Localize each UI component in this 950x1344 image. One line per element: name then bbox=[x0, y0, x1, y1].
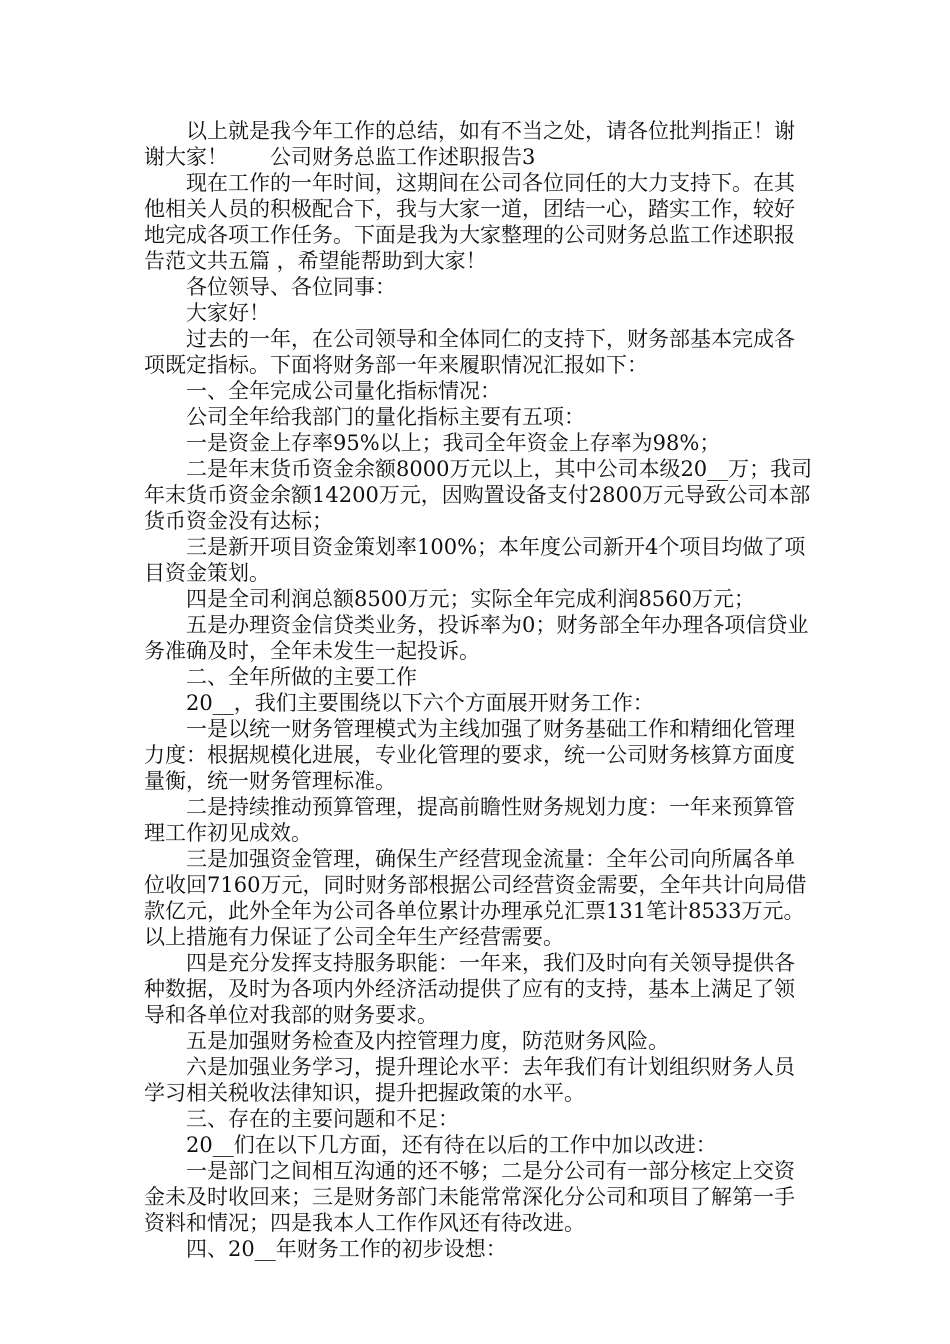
paragraph: 四是充分发挥支持服务职能：一年来，我们及时向有关领导提供各种数据，及时为各项内外经济活动提供了应有的支持，基本上满足了领导和各单位对我部的财务要求。 bbox=[144, 951, 795, 1027]
section-heading: 三、存在的主要问题和不足： bbox=[186, 1107, 459, 1131]
paragraph: 一是以统一财务管理模式为主线加强了财务基础工作和精细化管理力度：根据规模化进展，专业化管理的要求，统一公司财务核算方面度量衡，统一财务管理标准。 bbox=[144, 717, 795, 793]
paragraph: 20__们在以下几方面，还有待在以后的工作中加以改进： bbox=[186, 1133, 717, 1157]
paragraph: 五是加强财务检查及内控管理力度，防范财务风险。 bbox=[186, 1029, 669, 1053]
section-heading: 四、20__年财务工作的初步设想： bbox=[186, 1237, 507, 1261]
paragraph: 20__，我们主要围绕以下六个方面展开财务工作： bbox=[186, 691, 654, 715]
paragraph: 各位领导、各位同事： bbox=[186, 275, 396, 299]
paragraph: 一是资金上存率95%以上；我司全年资金上存率为98%； bbox=[186, 431, 721, 455]
report-title: 公司财务总监工作述职报告3 bbox=[270, 145, 536, 169]
paragraph: 公司全年给我部门的量化指标主要有五项： bbox=[186, 405, 585, 429]
paragraph-text: 以上就是我今年工作的总结，如有不当之处，请各位批判指正！谢谢大家！ bbox=[144, 119, 795, 169]
paragraph: 二是持续推动预算管理，提高前瞻性财务规划力度：一年来预算管理工作初见成效。 bbox=[144, 795, 795, 845]
paragraph: 大家好！ bbox=[186, 301, 270, 325]
paragraph: 三是加强资金管理，确保生产经营现金流量：全年公司向所属各单位收回7160万元，同时财务部根据公司经营资金需要，全年共计向局借款亿元，此外全年为公司各单位累计办理承兑汇票131笔计8533万元。以上措施有力保证了公司全年生产经营需要。 bbox=[144, 847, 807, 949]
paragraph: 六是加强业务学习，提升理论水平：去年我们有计划组织财务人员学习相关税收法律知识，提升把握政策的水平。 bbox=[144, 1055, 795, 1105]
paragraph: 过去的一年，在公司领导和全体同仁的支持下，财务部基本完成各项既定指标。下面将财务部一年来履职情况汇报如下： bbox=[144, 327, 795, 377]
paragraph bbox=[144, 118, 814, 170]
paragraph: 三是新开项目资金策划率100%；本年度公司新开4个项目均做了项目资金策划。 bbox=[144, 535, 806, 585]
paragraph: 五是办理资金信贷类业务，投诉率为0；财务部全年办理各项信贷业务准确及时，全年未发生一起投诉。 bbox=[144, 613, 809, 663]
document-body bbox=[144, 118, 814, 1262]
section-heading: 二、全年所做的主要工作 bbox=[186, 665, 417, 689]
paragraph: 一是部门之间相互沟通的还不够；二是分公司有一部分核定上交资金未及时收回来；三是财务部门未能常常深化分公司和项目了解第一手资料和情况；四是我本人工作作风还有待改进。 bbox=[144, 1159, 795, 1235]
paragraph: 四是全司利润总额8500万元；实际全年完成利润8560万元； bbox=[186, 587, 755, 611]
section-heading: 一、全年完成公司量化指标情况： bbox=[186, 379, 501, 403]
paragraph: 二是年末货币资金余额8000万元以上，其中公司本级20__万；我司年末货币资金余额14200万元，因购置设备支付2800万元导致公司本部货币资金没有达标； bbox=[144, 457, 813, 533]
paragraph: 现在工作的一年时间，这期间在公司各位同任的大力支持下。在其他相关人员的积极配合下，我与大家一道，团结一心，踏实工作，较好地完成各项工作任务。下面是我为大家整理的公司财务总监工作述职报告范文共五篇 ，希望能帮助到大家！ bbox=[144, 171, 795, 273]
